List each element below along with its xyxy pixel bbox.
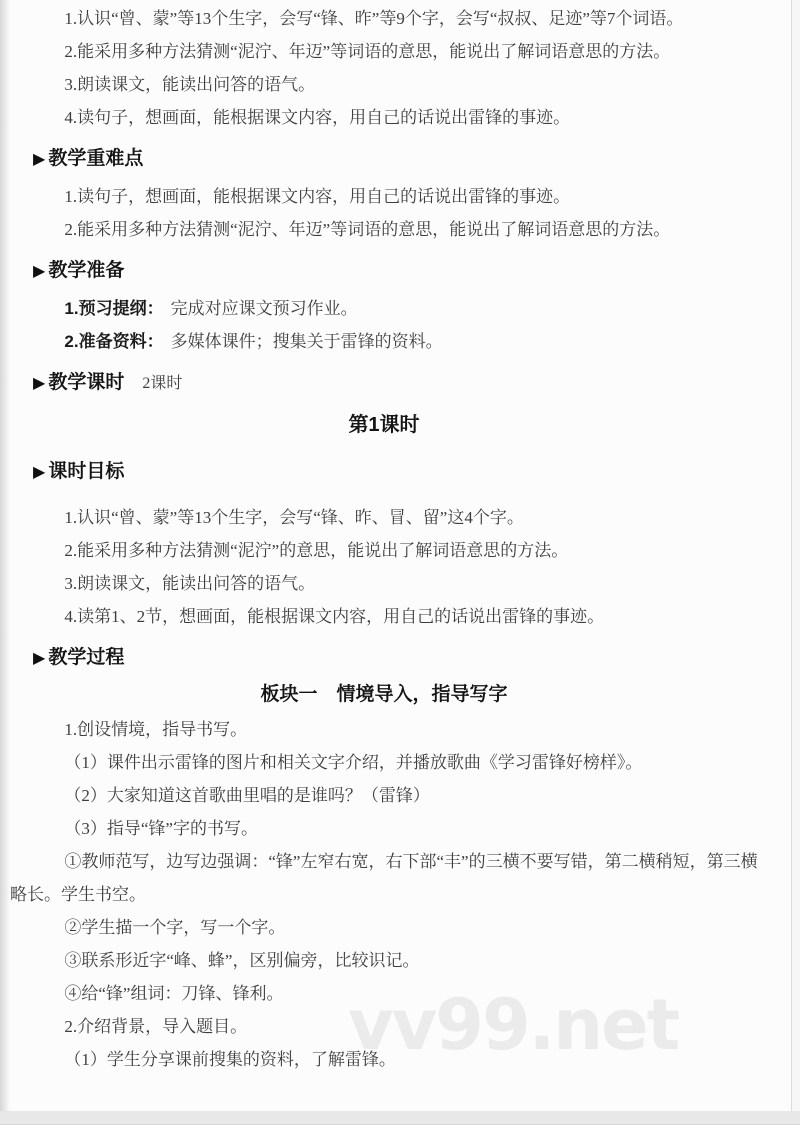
triangle-marker-icon: ▶ [33,462,46,481]
objective-item: 3.朗读课文，能读出问答的语气。 [64,75,316,94]
section-heading-process [33,643,758,673]
key-point-item: 1.读句子，想画面，能根据课文内容，用自己的话说出雷锋的事迹。 [64,187,571,206]
process-paragraph: ③联系形近字“峰、蜂”，区别偏旁，比较识记。 [64,951,420,970]
block1-title: 板块一 情境导入，指导写字 [260,684,508,705]
triangle-marker-icon: ▶ [33,149,46,168]
section-heading-period-goals [33,457,758,487]
periods-value: 2课时 [142,375,183,392]
process-paragraph: 2.介绍背景，导入题目。 [64,1017,248,1036]
preparation-item-text: 完成对应课文预习作业。 [170,299,358,318]
objective-item: 1.认识“曾、蒙”等13个生字，会写“锋、昨”等9个字，会写“叔叔、足迹”等7个词语。 [64,9,684,28]
process-paragraph: （2）大家知道这首歌曲里唱的是谁吗？（雷锋） [64,786,430,805]
process-paragraph: （1）课件出示雷锋的图片和相关文字介绍，并播放歌曲《学习雷锋好榜样》。 [64,753,643,772]
period-goal-item: 1.认识“曾、蒙”等13个生字，会写“锋、昨、冒、留”这4个字。 [64,508,524,527]
section-title: 教学准备 [48,260,125,281]
preparation-item-text: 多媒体课件；搜集关于雷锋的资料。 [170,332,443,351]
period-goal-item: 3.朗读课文，能读出问答的语气。 [64,574,316,593]
process-paragraph: ②学生描一个字，写一个字。 [64,918,286,937]
next-page-top [0,1125,800,1137]
section-heading-periods [33,368,758,399]
section-title: 教学课时 [48,372,125,393]
page-separator [0,1111,800,1125]
section-heading-preparation [33,256,758,286]
key-point-item: 2.能采用多种方法猜测“泥泞、年迈”等词语的意思，能说出了解词语意思的方法。 [64,220,671,239]
triangle-marker-icon: ▶ [33,373,46,392]
preparation-item-label: 1.预习提纲： [64,299,164,318]
preparation-item [10,292,758,325]
process-paragraph: ④给“锋”组词：刀锋、锋利。 [64,984,284,1003]
triangle-marker-icon: ▶ [33,261,46,280]
triangle-marker-icon: ▶ [33,648,46,667]
period-goal-item: 4.读第1、2节，想画面，能根据课文内容，用自己的话说出雷锋的事迹。 [64,607,605,626]
preparation-item [10,325,758,358]
section-title: 课时目标 [48,461,125,482]
preparation-item-label: 2.准备资料： [64,332,164,351]
section-title: 教学过程 [48,647,125,668]
section-heading-key-points [33,144,758,174]
period-goal-item: 2.能采用多种方法猜测“泥泞”的意思，能说出了解词语意思的方法。 [64,541,569,560]
process-paragraph: 1.创设情境，指导书写。 [64,720,248,739]
section-title: 教学重难点 [48,148,144,169]
period1-title: 第1课时 [348,414,420,436]
process-paragraph: （3）指导“锋”字的书写。 [64,819,258,838]
process-paragraph: （1）学生分享课前搜集的资料，了解雷锋。 [64,1050,396,1069]
watermark-text: vv99.net [348,984,679,1066]
objective-item: 2.能采用多种方法猜测“泥泞、年迈”等词语的意思，能说出了解词语意思的方法。 [64,42,671,61]
objective-item: 4.读句子，想画面，能根据课文内容，用自己的话说出雷锋的事迹。 [64,108,571,127]
process-paragraph: ①教师范写，边写边强调：“锋”左窄右宽，右下部“丰”的三横不要写错，第二横稍短，第三横略长。学生书空。 [10,852,758,904]
